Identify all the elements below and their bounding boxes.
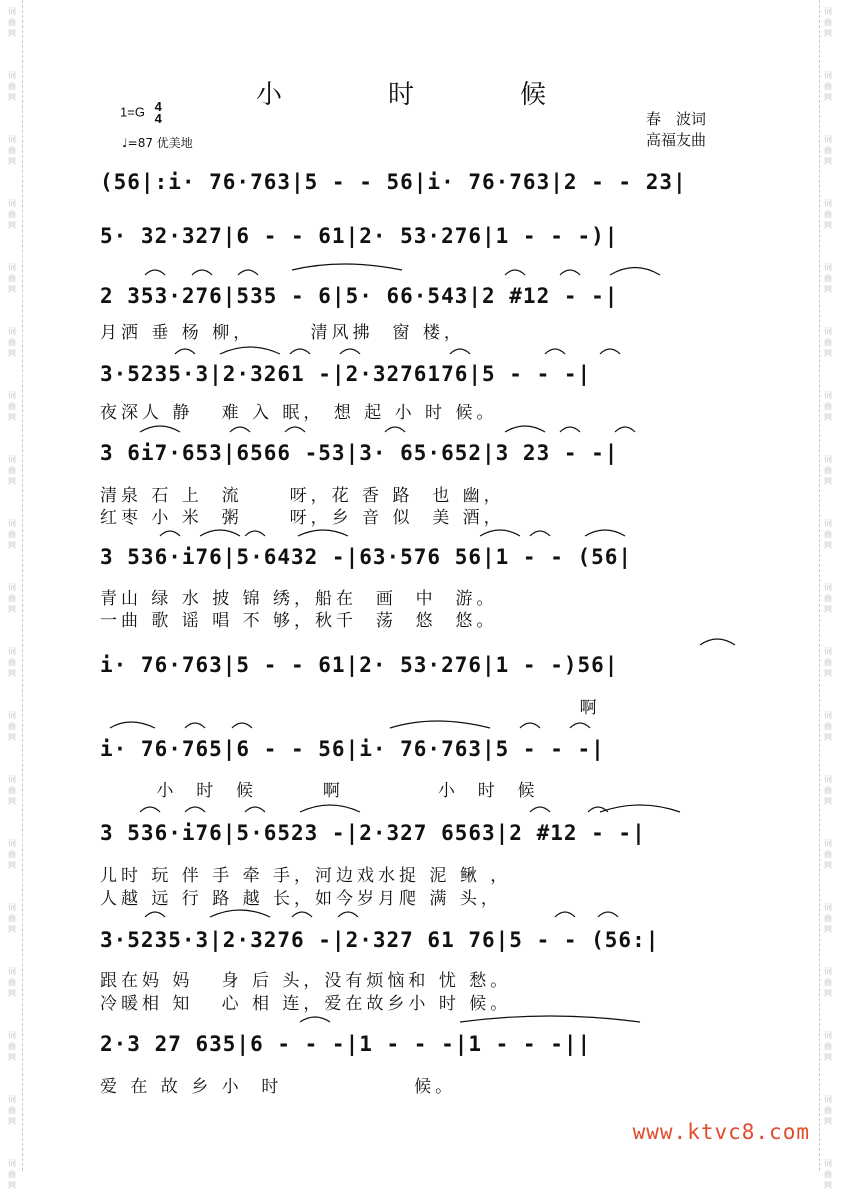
edge-watermark: 词曲网: [8, 135, 16, 166]
notation-row-7: [100, 653, 750, 693]
notes-6: 3 536·i76|5·6432 -|63·576 56|1 - - (56|: [100, 545, 633, 569]
notes-8: i· 76·765|6 - - 56|i· 76·763|5 - - -|: [100, 737, 605, 761]
notation-row-5: [100, 441, 750, 481]
edge-watermark: 词曲网: [8, 839, 16, 870]
edge-watermark: 词曲网: [824, 1095, 832, 1126]
lyric-line-3: 清泉 石 上 流 呀，花 香 路 也 幽，: [100, 486, 505, 506]
notation-row-6: [100, 545, 750, 585]
key-label: 1=G: [120, 104, 145, 120]
edge-watermark: 词曲网: [8, 967, 16, 998]
notation-row-4: [100, 362, 750, 402]
song-title: 小 时 候: [255, 80, 586, 110]
edge-watermark: 词曲网: [824, 1031, 832, 1062]
edge-watermark: 词曲网: [824, 1159, 832, 1190]
lyric-line-12: 冷暖相 知 心 相 连，爱在故乡小 时 候。: [100, 994, 512, 1014]
edge-watermark: 词曲网: [824, 455, 832, 486]
notation-row-11: [100, 1032, 750, 1072]
edge-watermark: 词曲网: [8, 711, 16, 742]
lyric-line-10: 人越 远 行 路 越 长，如今岁月爬 满 头，: [100, 889, 502, 909]
lyric-line-13: 爱 在 故 乡 小 时 候。: [100, 1077, 457, 1097]
edge-watermark: 词曲网: [8, 7, 16, 38]
edge-watermark: 词曲网: [8, 903, 16, 934]
time-bottom: 4: [154, 111, 162, 126]
lyric-line-9: 儿时 玩 伴 手 牵 手，河边戏水捉 泥 鳅 ，: [100, 866, 512, 886]
lyric-line-8: 小 时 候 啊 小 时 候: [100, 781, 539, 801]
edge-watermark: 词曲网: [8, 327, 16, 358]
edge-watermark: 词曲网: [8, 455, 16, 486]
edge-watermark: 词曲网: [8, 775, 16, 806]
lyric-line-1: 月洒 垂 杨 柳， 清风拂 窗 楼，: [100, 323, 465, 343]
notes-2: 5· 32·327|6 - - 61|2· 53·276|1 - - -)|: [100, 224, 619, 248]
edge-watermark: 词曲网: [8, 1095, 16, 1126]
edge-watermark: 词曲网: [824, 519, 832, 550]
notes-1: (56|:i· 76·763|5 - - 56|i· 76·763|2 - - 23|: [100, 170, 687, 194]
lyric-line-11: 跟在妈 妈 身 后 头，没有烦恼和 忧 愁。: [100, 971, 512, 991]
edge-watermark: 词曲网: [8, 263, 16, 294]
edge-watermark: 词曲网: [824, 583, 832, 614]
lyric-line-5: 青山 绿 水 披 锦 绣，船在 画 中 游。: [100, 589, 498, 609]
lyricist-credit: 春 波词: [646, 110, 707, 128]
notation-row-8: [100, 737, 750, 777]
edge-watermark: 词曲网: [824, 199, 832, 230]
edge-watermark: 词曲网: [8, 583, 16, 614]
site-url-footer: www.ktvc8.com: [632, 1120, 810, 1144]
notes-5: 3 6i7·653|6566 -53|3· 65·652|3 23 - -|: [100, 441, 619, 465]
key-signature: [120, 101, 162, 125]
notation-row-10: [100, 928, 750, 968]
edge-watermark: 词曲网: [8, 199, 16, 230]
edge-watermark: 词曲网: [824, 327, 832, 358]
edge-watermark: 词曲网: [824, 71, 832, 102]
notation-row-2: [100, 224, 750, 264]
notation-row-9: [100, 821, 750, 861]
lyric-line-6: 一曲 歌 谣 唱 不 够，秋千 荡 悠 悠。: [100, 611, 498, 631]
edge-watermark: 词曲网: [824, 839, 832, 870]
notes-10: 3·5235·3|2·3276 -|2·327 61 76|5 - - (56:|: [100, 928, 660, 952]
lyric-line-7: 啊: [100, 698, 601, 718]
notes-11: 2·3 27 635|6 - - -|1 - - -|1 - - -||: [100, 1032, 592, 1056]
notes-7: i· 76·763|5 - - 61|2· 53·276|1 - -)56|: [100, 653, 619, 677]
notes-3: 2 353·276|535 - 6|5· 66·543|2 #12 - -|: [100, 284, 619, 308]
composer-credit: 高福友曲: [646, 131, 707, 149]
edge-watermark: 词曲网: [824, 903, 832, 934]
time-signature: [155, 101, 162, 125]
edge-watermark: 词曲网: [8, 71, 16, 102]
notes-9: 3 536·i76|5·6523 -|2·327 6563|2 #12 - -|: [100, 821, 646, 845]
time-top: 4: [154, 99, 162, 114]
edge-watermark: 词曲网: [824, 967, 832, 998]
edge-watermark: 词曲网: [8, 1031, 16, 1062]
edge-watermark: 词曲网: [824, 775, 832, 806]
edge-watermark: 词曲网: [824, 7, 832, 38]
lyric-line-2: 夜深人 静 难 入 眠， 想 起 小 时 候。: [100, 403, 498, 423]
edge-watermark: 词曲网: [8, 1159, 16, 1190]
edge-watermark: 词曲网: [8, 519, 16, 550]
notes-4: 3·5235·3|2·3261 -|2·3276176|5 - - -|: [100, 362, 592, 386]
edge-watermark: 词曲网: [824, 263, 832, 294]
edge-watermark: 词曲网: [824, 647, 832, 678]
edge-watermark: 词曲网: [824, 135, 832, 166]
edge-watermark: 词曲网: [8, 391, 16, 422]
notation-row-1: [100, 170, 750, 210]
edge-watermark: 词曲网: [824, 711, 832, 742]
tempo-marking: ♩=87 优美地: [122, 136, 193, 150]
edge-watermark: 词曲网: [824, 391, 832, 422]
edge-watermark: 词曲网: [8, 647, 16, 678]
lyric-line-4: 红枣 小 米 粥 呀，乡 音 似 美 酒，: [100, 508, 505, 528]
